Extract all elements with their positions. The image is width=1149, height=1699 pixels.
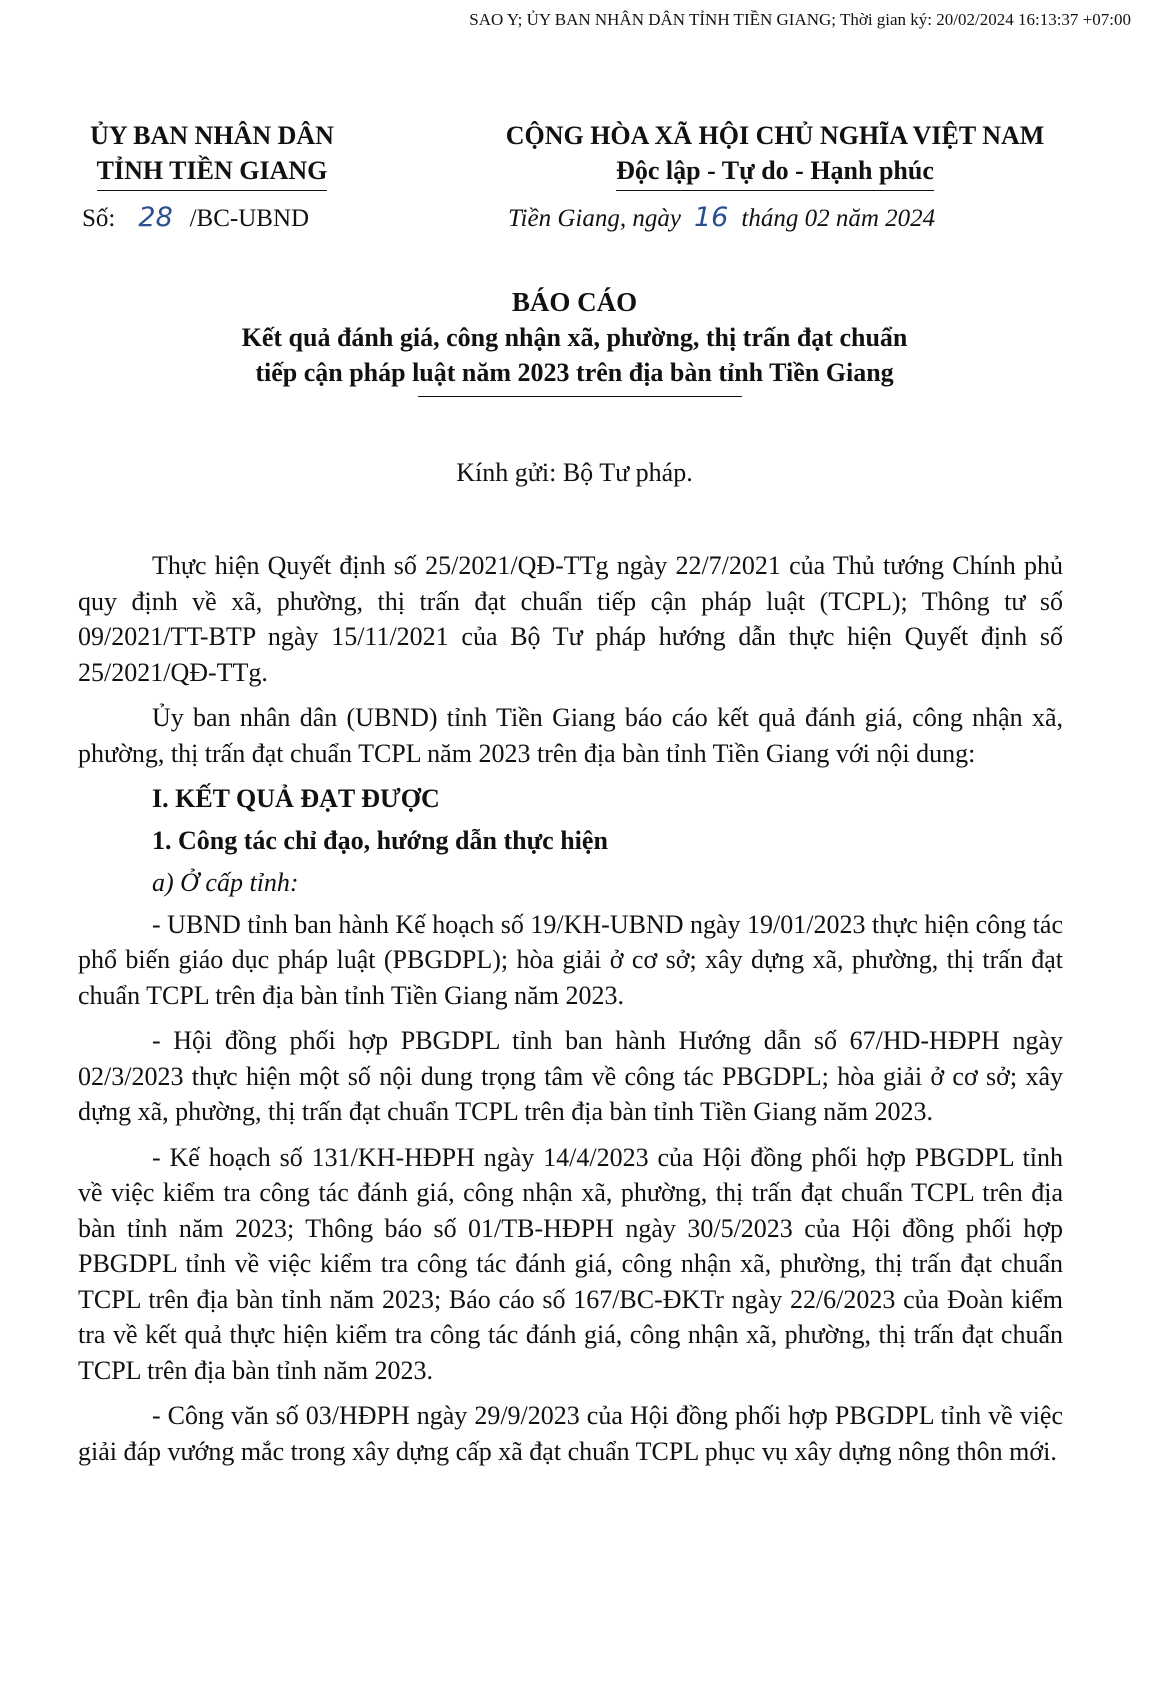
title-divider	[418, 396, 742, 397]
doc-number-handwritten: 28	[138, 202, 173, 233]
place-date-prefix: Tiền Giang, ngày	[508, 205, 681, 232]
bullet-item: - Kế hoạch số 131/KH-HĐPH ngày 14/4/2023 của Hội đồng phối hợp PBGDPL tỉnh về việc kiểm tra công tác đánh giá, công nhận xã, phường, thị trấn đạt chuẩn TCPL trên địa bàn tỉnh năm 2023; Thông báo số 01/TB-HĐPH ngày 30/5/2023 của Hội đồng phối hợp PBGDPL tỉnh về việc kiểm tra công tác đánh giá, công nhận xã, phường, thị trấn đạt chuẩn TCPL trên địa bàn tỉnh năm 2023; Báo cáo số 167/BC-ĐKTr ngày 22/6/2023 của Đoàn kiểm tra về kết quả thực hiện kiểm tra công tác đánh giá, công nhận xã, phường, thị trấn đạt chuẩn TCPL trên địa bàn tỉnh năm 2023.	[78, 1142, 1063, 1385]
recipient: Kính gửi: Bộ Tư pháp.	[456, 458, 693, 487]
issuer-line-1: ỦY BAN NHÂN DÂN	[90, 121, 334, 150]
digital-signature-stamp: SAO Y; ỦY BAN NHÂN DÂN TỈNH TIỀN GIANG; Thời gian ký: 20/02/2024 16:13:37 +07:00	[469, 10, 1131, 29]
paragraph-intro: Ủy ban nhân dân (UBND) tỉnh Tiền Giang báo cáo kết quả đánh giá, công nhận xã, phường, thị trấn đạt chuẩn TCPL năm 2023 trên địa bàn tỉnh Tiền Giang với nội dung:	[78, 703, 1063, 768]
nation-name: CỘNG HÒA XÃ HỘI CHỦ NGHĨA VIỆT NAM	[505, 121, 1045, 150]
bullet-item: - UBND tỉnh ban hành Kế hoạch số 19/KH-UBND ngày 19/01/2023 thực hiện công tác phổ biến giáo dục pháp luật (PBGDPL); hòa giải ở cơ sở; xây dựng xã, phường, thị trấn đạt chuẩn TCPL trên địa bàn tỉnh Tiền Giang năm 2023.	[78, 909, 1063, 1010]
section-heading: I. KẾT QUẢ ĐẠT ĐƯỢC	[152, 784, 440, 813]
doc-number-suffix: /BC-UBND	[189, 205, 310, 232]
nation-motto: Độc lập - Tự do - Hạnh phúc	[616, 153, 934, 191]
report-title-line-2: tiếp cận pháp luật năm 2023 trên địa bàn tỉnh Tiền Giang	[255, 358, 894, 387]
paragraph-basis: Thực hiện Quyết định số 25/2021/QĐ-TTg ngày 22/7/2021 của Thủ tướng Chính phủ quy định về xã, phường, thị trấn đạt chuẩn tiếp cận pháp luật (TCPL); Thông tư số 09/2021/TT-BTP ngày 15/11/2021 của Bộ Tư pháp hướng dẫn thực hiện Quyết định số 25/2021/QĐ-TTg.	[78, 551, 1063, 687]
bullet-item: - Công văn số 03/HĐPH ngày 29/9/2023 của Hội đồng phối hợp PBGDPL tỉnh về việc giải đáp vướng mắc trong xây dựng cấp xã đạt chuẩn TCPL phục vụ xây dựng nông thôn mới.	[78, 1401, 1063, 1466]
report-title-line-1: Kết quả đánh giá, công nhận xã, phường, thị trấn đạt chuẩn	[241, 323, 908, 352]
bullet-item: - Hội đồng phối hợp PBGDPL tỉnh ban hành Hướng dẫn số 67/HD-HĐPH ngày 02/3/2023 thực hiện một số nội dung trọng tâm về công tác PBGDPL; hòa giải ở cơ sở; xây dựng xã, phường, thị trấn đạt chuẩn TCPL trên địa bàn tỉnh Tiền Giang năm 2023.	[78, 1026, 1063, 1126]
doc-number-prefix: Số:	[82, 205, 116, 232]
report-body	[78, 548, 1063, 1479]
place-date-suffix: tháng 02 năm 2024	[741, 205, 936, 232]
subsection-heading: 1. Công tác chỉ đạo, hướng dẫn thực hiện	[152, 826, 608, 855]
place-and-date	[508, 202, 935, 233]
report-title	[0, 284, 1149, 390]
date-day-handwritten: 16	[693, 202, 729, 233]
report-type: BÁO CÁO	[511, 287, 638, 317]
issuing-authority	[62, 118, 362, 191]
document-number	[82, 202, 309, 233]
level-heading: a) Ở cấp tỉnh:	[152, 868, 299, 897]
national-motto	[430, 118, 1120, 191]
issuer-line-2: TỈNH TIỀN GIANG	[97, 153, 328, 191]
